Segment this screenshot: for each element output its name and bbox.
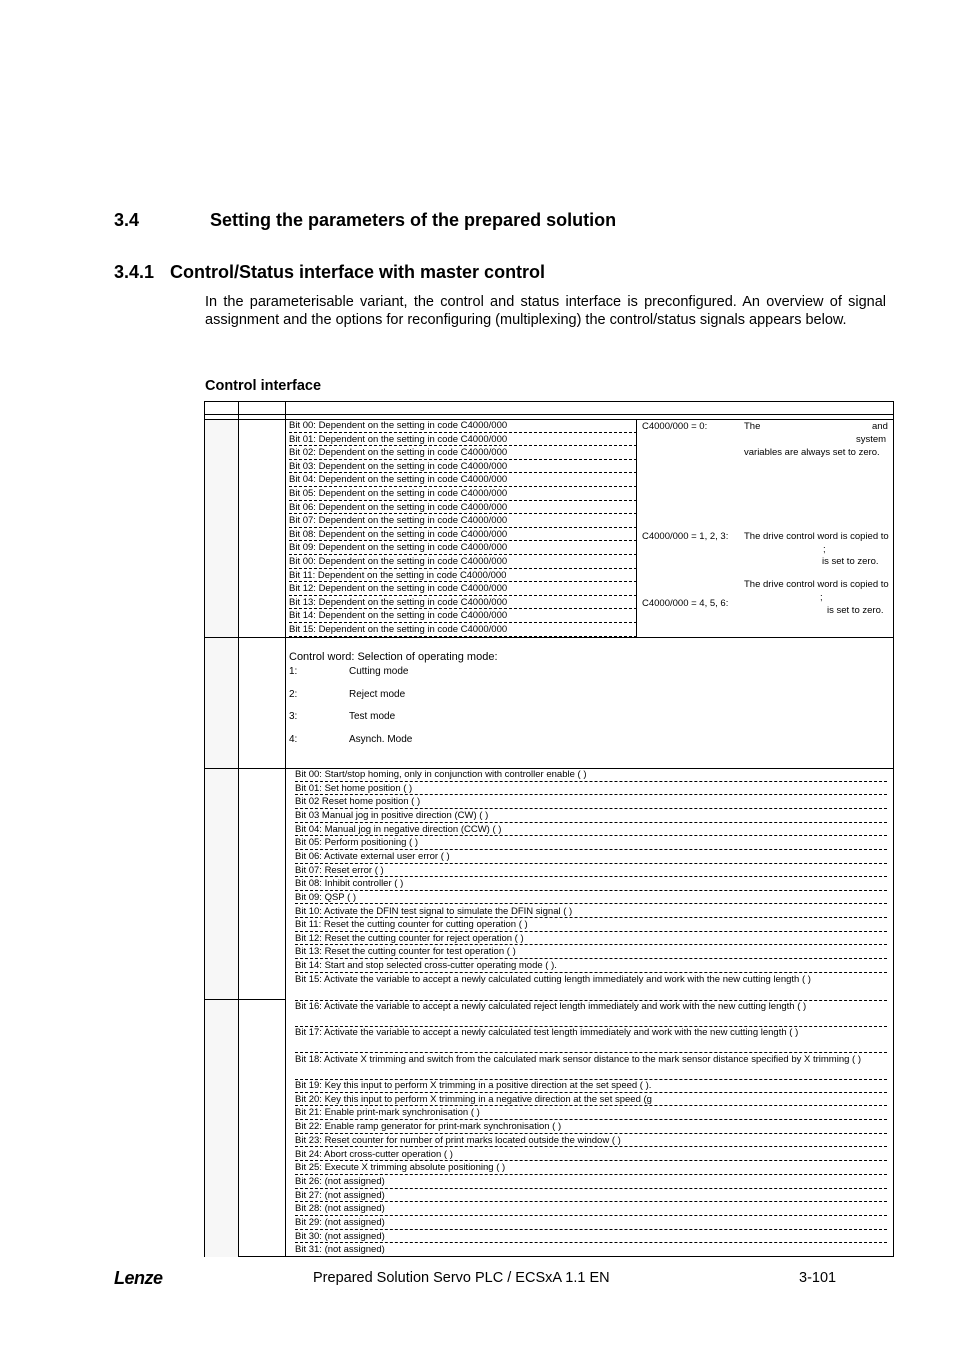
bit-row: Bit 09: Dependent on the setting in code C4000/000: [289, 541, 637, 555]
section-number: 3.4: [114, 210, 140, 230]
bit-row: Bit 31: (not assigned): [295, 1243, 887, 1257]
note-c0-the: The: [744, 421, 761, 432]
bit-row: Bit 28: (not assigned): [295, 1202, 887, 1216]
bit-row: Bit 03: Dependent on the setting in code C4000/000: [289, 460, 637, 474]
mode-label: Reject mode: [349, 688, 406, 700]
bit-18-row: Bit 18: Activate X trimming and switch from the calculated mark sensor distance to the mark sensor distance specified by X trimming ( ): [295, 1053, 887, 1080]
page-number: 3-101: [799, 1270, 837, 1286]
section-title: Setting the parameters of the prepared solution: [210, 210, 617, 230]
mode-label: Asynch. Mode: [349, 733, 413, 745]
note-c0-and: and: [872, 421, 888, 432]
bit-row: Bit 01: Set home position ( ): [295, 782, 887, 796]
bit-row: Bit 25: Execute X trimming absolute positioning ( ): [295, 1161, 887, 1175]
bit-row: Bit 02 Reset home position ( ): [295, 795, 887, 809]
note-c0-label: C4000/000 = 0:: [642, 421, 708, 432]
note-c2-line1: The drive control word is copied to: [744, 579, 889, 590]
bit-row: Bit 23: Reset counter for number of print marks located outside the window ( ): [295, 1134, 887, 1148]
note-c0-system: system: [856, 434, 887, 445]
mode-number: 3:: [289, 711, 298, 722]
bit-row: Bit 00: Dependent on the setting in code C4000/000: [289, 555, 637, 569]
bit-row: Bit 03 Manual jog in positive direction (CW) ( ): [295, 809, 887, 823]
note-c1-label: C4000/000 = 1, 2, 3:: [642, 531, 729, 542]
shaded-column: [205, 419, 238, 1257]
mode-number: 1:: [289, 666, 298, 677]
bit-row: Bit 09: QSP ( ): [295, 891, 887, 905]
bit-row: Bit 21: Enable print-mark synchronisation ( ): [295, 1106, 887, 1120]
bit-row: Bit 19: Key this input to perform X trimming in a positive direction at the set speed ( ).: [295, 1079, 887, 1093]
bit-row: Bit 04: Dependent on the setting in code C4000/000: [289, 473, 637, 487]
note-c0-line3: variables are always set to zero.: [744, 447, 880, 458]
bit-row: Bit 06: Dependent on the setting in code C4000/000: [289, 501, 637, 515]
bit-row: Bit 02: Dependent on the setting in code C4000/000: [289, 446, 637, 460]
bit-row: Bit 12: Reset the cutting counter for reject operation ( ): [295, 932, 887, 946]
bit-row: Bit 05: Perform positioning ( ): [295, 836, 887, 850]
bit-row: Bit 22: Enable ramp generator for print-mark synchronisation ( ): [295, 1120, 887, 1134]
bit-row: Bit 10: Activate the DFIN test signal to simulate the DFIN signal ( ): [295, 905, 887, 919]
footer-title: Prepared Solution Servo PLC / ECSxA 1.1 EN: [313, 1270, 610, 1286]
note-c2-semi: ;: [820, 592, 823, 603]
bit-row: Bit 14: Dependent on the setting in code C4000/000: [289, 609, 637, 623]
bit-row: Bit 08: Dependent on the setting in code C4000/000: [289, 528, 637, 542]
bit-16-row: Bit 16: Activate the variable to accept a newly calculated reject length immediately and work with the new cutting length ( ): [295, 1000, 887, 1027]
subsection-title: Control/Status interface with master control: [170, 262, 546, 282]
bit-row: Bit 05: Dependent on the setting in code C4000/000: [289, 487, 637, 501]
bit-row: Bit 29: (not assigned): [295, 1216, 887, 1230]
bit-row: Bit 08: Inhibit controller ( ): [295, 877, 887, 891]
bit-row: Bit 04: Manual jog in negative direction (CCW) ( ): [295, 823, 887, 837]
bit-row: Bit 11: Reset the cutting counter for cutting operation ( ): [295, 918, 887, 932]
bit-row: Bit 27: (not assigned): [295, 1189, 887, 1203]
note-c1-semi: ;: [823, 544, 826, 555]
control-interface-heading: Control interface: [205, 378, 322, 394]
mode-label: Cutting mode: [349, 666, 409, 677]
note-c1-line3: is set to zero.: [822, 556, 879, 567]
bit-row: Bit 11: Dependent on the setting in code C4000/000: [289, 569, 637, 583]
bit-row: Bit 15: Dependent on the setting in code C4000/000: [289, 623, 637, 637]
mode-label: Test mode: [349, 711, 396, 722]
bit-17-row: Bit 17: Activate the variable to accept a newly calculated test length immediately and work with the new cutting length ( ): [295, 1026, 887, 1053]
intro-paragraph: In the parameterisable variant, the control and status interface is preconfigured. An overview of signal assignment and the options for reconfiguring (multiplexing) the control/status signals appears below.: [205, 294, 886, 328]
subsection-heading: [114, 262, 545, 283]
note-c2-label: C4000/000 = 4, 5, 6:: [642, 598, 729, 609]
bit-row: Bit 00: Start/stop homing, only in conjunction with controller enable ( ): [295, 768, 887, 782]
mode-number: 4:: [289, 733, 298, 745]
bit-row: Bit 30: (not assigned): [295, 1230, 887, 1244]
bit-row: Bit 13: Reset the cutting counter for test operation ( ): [295, 945, 887, 959]
control-interface-table: [204, 401, 894, 1257]
bit-row: Bit 24: Abort cross-cutter operation ( ): [295, 1148, 887, 1162]
bit-row: Bit 12: Dependent on the setting in code C4000/000: [289, 582, 637, 596]
bit-row: Bit 07: Reset error ( ): [295, 864, 887, 878]
bit-row: Bit 00: Dependent on the setting in code C4000/000: [289, 419, 637, 433]
bit-row: Bit 14: Start and stop selected cross-cutter operating mode ( ).: [295, 959, 887, 973]
subsection-number: 3.4.1: [114, 262, 155, 282]
note-c2-line3: is set to zero.: [827, 605, 884, 616]
mode-number: 2:: [289, 688, 298, 700]
bit-row: Bit 13: Dependent on the setting in code C4000/000: [289, 596, 637, 610]
bit-row: Bit 26: (not assigned): [295, 1175, 887, 1189]
bit-15-row: Bit 15: Activate the variable to accept a newly calculated cutting length immediately and work with the new cutting length ( ): [295, 973, 887, 1001]
bit-row: Bit 07: Dependent on the setting in code C4000/000: [289, 514, 637, 528]
bit-row: Bit 06: Activate external user error ( ): [295, 850, 887, 864]
lenze-logo: Lenze: [114, 1268, 163, 1288]
note-c1-line1: The drive control word is copied to: [744, 531, 889, 542]
bit-row: Bit 20: Key this input to perform X trimming in a negative direction at the set speed (g: [295, 1093, 887, 1107]
bit-row: Bit 01: Dependent on the setting in code C4000/000: [289, 433, 637, 447]
operating-mode-title: Control word: Selection of operating mode:: [289, 651, 498, 663]
